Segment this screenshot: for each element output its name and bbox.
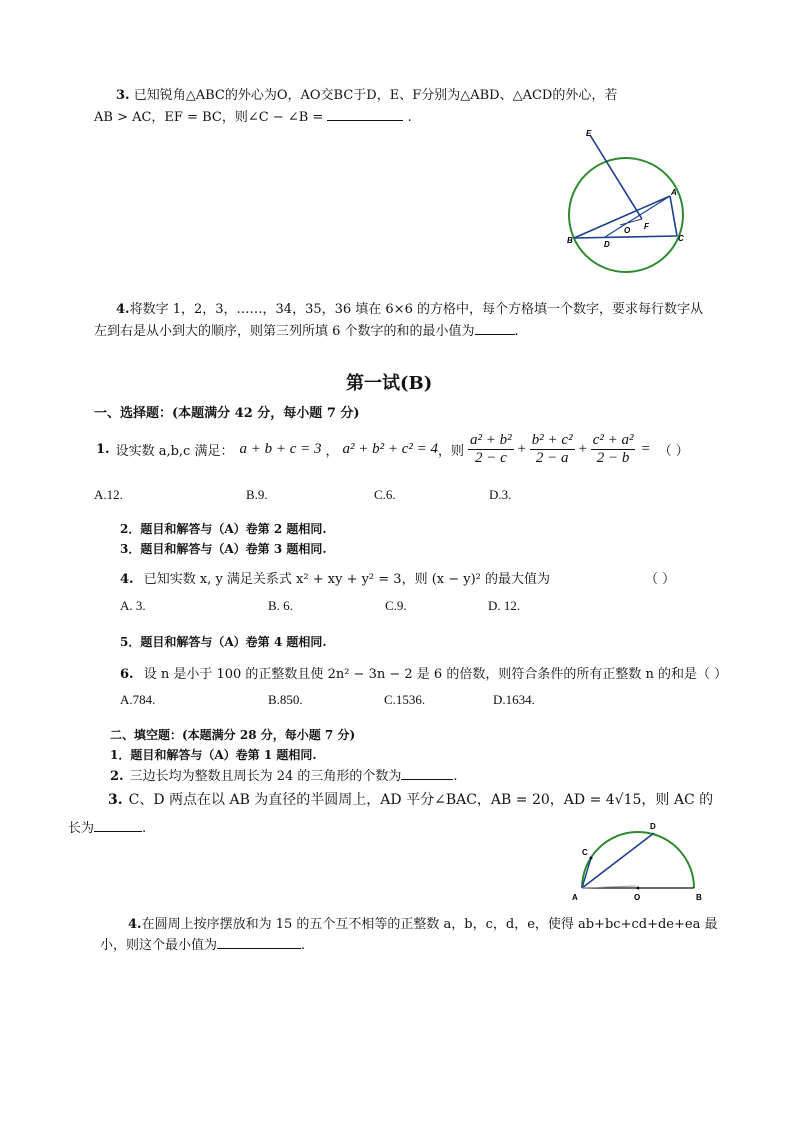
- b-q4-number: 4.: [120, 572, 134, 587]
- f-q3-line2: 长为 .: [68, 821, 147, 836]
- b-q6-option-d[interactable]: D.1634.: [493, 692, 535, 707]
- line-EF: [590, 135, 642, 219]
- label-O: O: [634, 893, 641, 902]
- f-q2-answer-blank[interactable]: [401, 767, 453, 780]
- line-AD: [582, 833, 654, 888]
- f-q4-answer-blank[interactable]: [217, 936, 301, 949]
- q4a-text-line1: 将数字 1，2，3，……，34，35，36 填在 6×6 的方格中，每个方格填一个数字，要求每行数字从: [129, 302, 703, 317]
- section-title: 第一试(B): [346, 373, 433, 394]
- q3a-line1: [116, 84, 617, 103]
- f-q4-line1: [128, 913, 717, 932]
- b-q1-frac2: $\frac{\text{b² + c²}}{2 - a}$: [531, 432, 573, 466]
- label-B: B: [696, 893, 702, 902]
- label-A: A: [671, 188, 677, 197]
- f-q4-text-line1: 在圆周上按序摆放和为 15 的五个互不相等的正整数 a，b，c，d，e，使得 ab+bc+cd+de+ea 最: [141, 917, 718, 932]
- b-q4-option-a[interactable]: A. 3.: [120, 598, 146, 613]
- b-q1-answer-paren[interactable]: （ ）: [658, 444, 689, 459]
- label-B: B: [567, 236, 573, 245]
- b-q1-cond1: a + b + c = 3: [239, 441, 322, 457]
- label-F: F: [644, 222, 649, 231]
- b-q6-text: 设 n 是小于 100 的正整数且使 2n² − 3n − 2 是 6 的倍数，则符合条件的所有正整数 n 的和是（ ）: [143, 667, 728, 682]
- b-q6-option-a[interactable]: A.784.: [120, 692, 156, 707]
- b-q4: [120, 568, 550, 587]
- b-q4-answer-paren[interactable]: （ ）: [645, 572, 676, 587]
- line-AC: [670, 196, 677, 236]
- b-q1-cond2: a² + b² + c² = 4: [342, 441, 439, 457]
- label-D: D: [650, 822, 656, 831]
- label-D: D: [604, 240, 610, 249]
- q4a-text-line2: 左到右是从小到大的顺序，则第三列所填 6 个数字的和的最小值为: [94, 324, 475, 339]
- b-q4-option-d[interactable]: D. 12.: [488, 598, 521, 613]
- line-AD: [605, 196, 670, 237]
- b-q1-number: 1.: [96, 442, 110, 457]
- b-q1-option-a[interactable]: A.12.: [94, 487, 123, 502]
- b-q1-option-d[interactable]: D.3.: [489, 487, 512, 502]
- label-C: C: [678, 234, 684, 243]
- q4a-line1: [116, 298, 703, 317]
- b-q1-text: 设实数 a,b,c 满足：: [115, 444, 234, 459]
- b-q6-number: 6.: [120, 667, 134, 682]
- f-q3-answer-blank[interactable]: [94, 819, 142, 832]
- q3a-line2: AB > AC，EF = BC，则∠C − ∠B = .: [94, 110, 412, 125]
- f-q4-number: 4.: [128, 917, 142, 932]
- f-q2-number: 2.: [110, 769, 124, 784]
- q3a-answer-blank[interactable]: [327, 108, 403, 121]
- q4a-line2: 左到右是从小到大的顺序，则第三列所填 6 个数字的和的最小值为 .: [94, 324, 519, 339]
- f-q4-line2: 小，则这个最小值为 .: [100, 938, 306, 953]
- part2-heading: 二、填空题：(本题满分 28 分，每小题 7 分): [110, 728, 356, 742]
- b-q4-option-c[interactable]: C.9.: [385, 598, 407, 613]
- line-AB: [574, 196, 670, 238]
- b-q3-same: 3．题目和解答与（A）卷第 3 题相同.: [120, 542, 327, 556]
- q3a-figure: [560, 125, 700, 285]
- b-q5-same: 5．题目和解答与（A）卷第 4 题相同.: [120, 635, 327, 649]
- b-q6-option-c[interactable]: C.1536.: [384, 692, 426, 707]
- b-q1: 1. 设实数 a,b,c 满足： a + b + c = 3 ， a² + b² + c² = 4 ，则 $\frac{\text{a² + b²}}{2 - c}$ + $\frac{\text{b² + c²}}{2 - a}$ + $\frac{\text{c² + a²}}{2 - b}$ = （ ）: [96, 432, 689, 466]
- q3a-number: 3.: [116, 88, 130, 103]
- f-q3-figure: [562, 818, 712, 904]
- b-q1-frac3: $\frac{\text{c² + a²}}{2 - b}$: [592, 432, 634, 466]
- line-BC: [574, 236, 677, 238]
- label-A: A: [572, 893, 578, 902]
- b-q4-option-b[interactable]: B. 6.: [268, 598, 293, 613]
- b-q4-text: 已知实数 x, y 满足关系式 x² + xy + y² = 3，则 (x − y)² 的最大值为: [143, 572, 551, 587]
- f-q1-same: 1．题目和解答与（A）卷第 1 题相同.: [110, 748, 317, 762]
- q4a-number: 4.: [116, 302, 130, 317]
- b-q6: [120, 663, 727, 682]
- b-q1-option-b[interactable]: B.9.: [246, 487, 268, 502]
- f-q3-number: 3.: [108, 792, 123, 808]
- f-q2: 2. 三边长均为整数且周长为 24 的三角形的个数为 .: [110, 769, 458, 784]
- semicircle-arc: [582, 832, 694, 888]
- b-q2-same: 2．题目和解答与（A）卷第 2 题相同.: [120, 522, 327, 536]
- f-q3-line1: [108, 789, 713, 809]
- b-q1-frac1: $\frac{\text{a² + b²}}{2 - c}$: [470, 432, 512, 466]
- label-C: C: [582, 848, 588, 857]
- q4a-answer-blank[interactable]: [475, 322, 515, 335]
- q3a-text-line2: AB > AC，EF = BC，则∠C − ∠B =: [94, 110, 324, 125]
- label-E: E: [586, 129, 592, 138]
- f-q3-text-line1: C、D 两点在以 AB 为直径的半圆周上，AD 平分∠BAC，AB = 20，AD = 4√15，则 AC 的: [128, 792, 714, 808]
- f-q4-text-line2: 小，则这个最小值为: [100, 938, 218, 953]
- q3a-text-line1: 已知锐角△ABC的外心为O，AO交BC于D，E、F分别为△ABD、△ACD的外心，若: [133, 88, 618, 103]
- part1-heading: 一、选择题：(本题满分 42 分，每小题 7 分): [94, 406, 360, 421]
- b-q6-option-b[interactable]: B.850.: [268, 692, 303, 707]
- f-q3-text-line2: 长为: [68, 821, 95, 836]
- f-q2-text: 三边长均为整数且周长为 24 的三角形的个数为: [129, 769, 402, 784]
- b-q1-option-c[interactable]: C.6.: [374, 487, 396, 502]
- label-O: O: [624, 226, 631, 235]
